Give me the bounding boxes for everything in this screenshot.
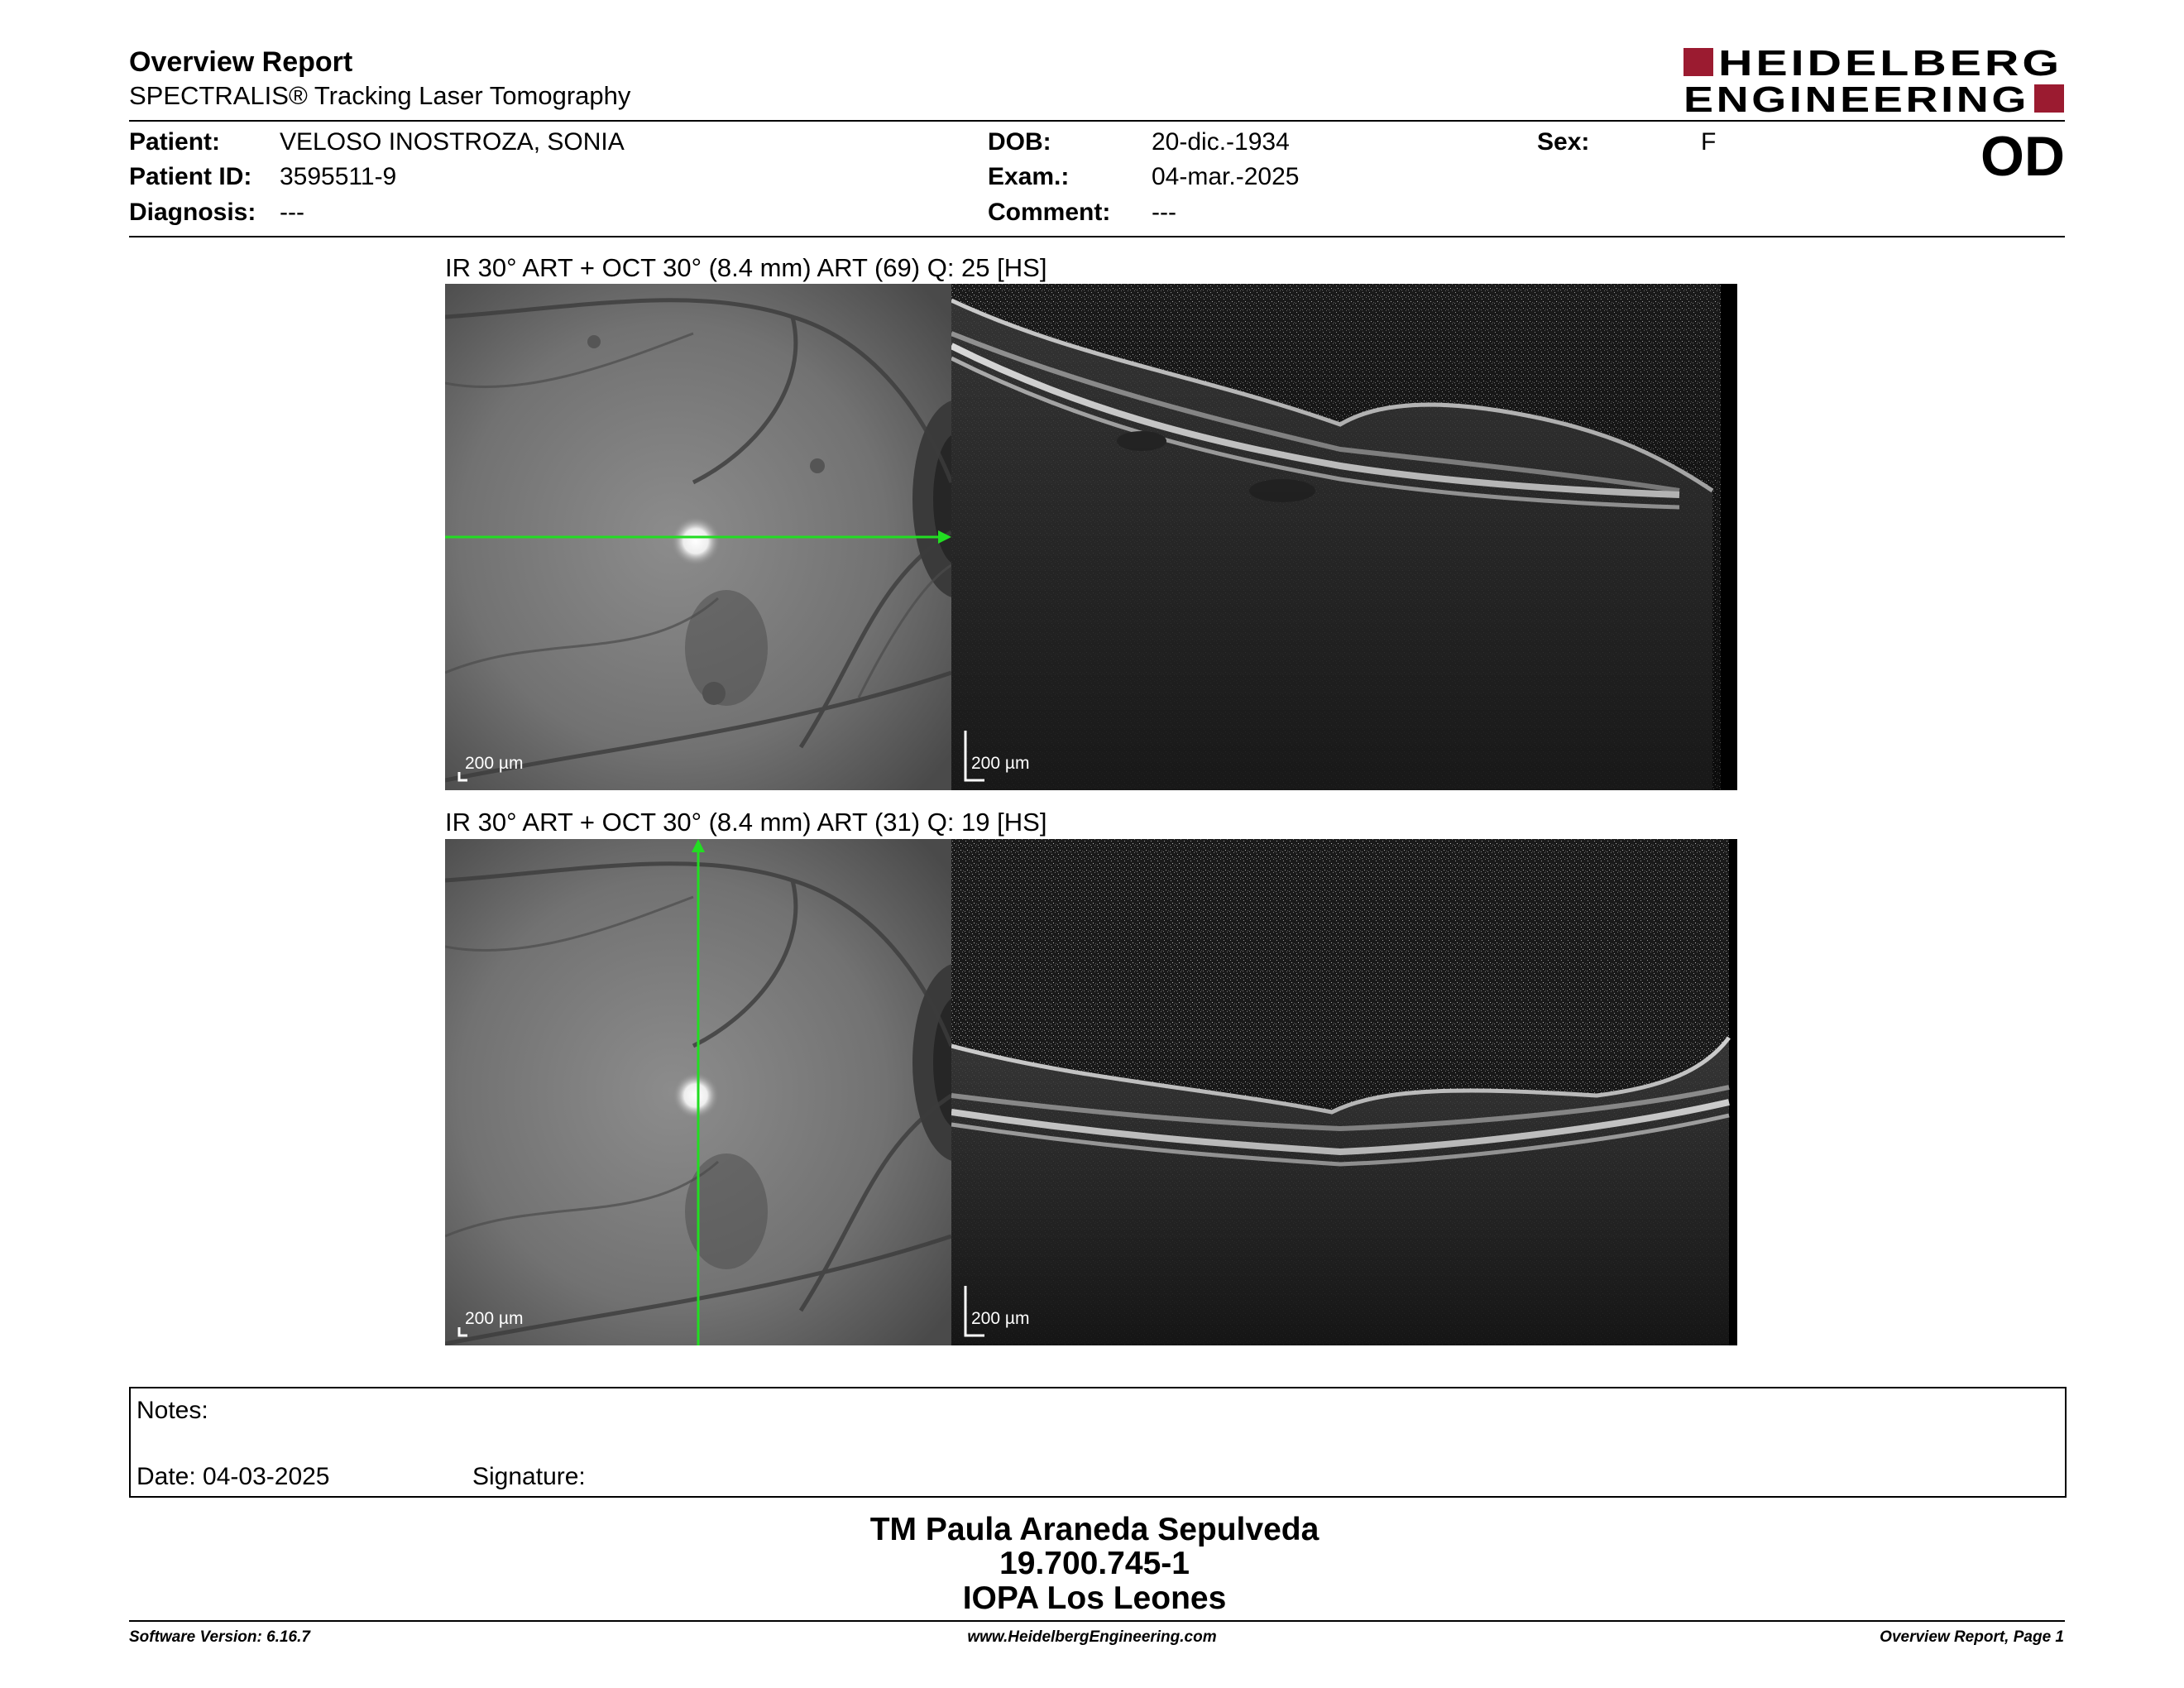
scan-1-oct-bscan-image <box>951 284 1737 790</box>
svg-text:ENGINEERING: ENGINEERING <box>1684 79 2029 117</box>
exam-label: Exam.: <box>988 163 1070 190</box>
heidelberg-logo <box>1684 43 2064 117</box>
patient-id: 3595511-9 <box>280 163 397 190</box>
patient-id-label: Patient ID: <box>129 163 252 190</box>
scan-2-oct-bscan-image <box>951 839 1737 1345</box>
website-link[interactable]: www.HeidelbergEngineering.com <box>967 1628 1217 1646</box>
technician-name: TM Paula Araneda Sepulveda <box>869 1512 1320 1547</box>
eye-indicator: OD <box>1980 125 2065 188</box>
exam-value: 04-mar.-2025 <box>1152 163 1300 190</box>
scan-1-oct-scale-bar: 200 µm <box>971 754 1030 773</box>
patient-label: Patient: <box>129 128 221 156</box>
comment-label: Comment: <box>988 199 1111 226</box>
scan-2-ir-scale-bar: 200 µm <box>465 1309 524 1328</box>
scan-2-ir-fundus-image <box>445 839 951 1345</box>
scan-1-ir-scale-bar: 200 µm <box>465 754 524 773</box>
scan-1-caption: IR 30° ART + OCT 30° (8.4 mm) ART (69) Q: 25 [HS] <box>445 253 1047 282</box>
dob-value: 20-dic.-1934 <box>1152 128 1290 156</box>
patient-name: VELOSO INOSTROZA, SONIA <box>280 128 625 156</box>
sex-value: F <box>1701 128 1717 156</box>
patient-divider <box>129 236 2065 237</box>
notes-box <box>129 1387 2067 1498</box>
signature-label: Signature: <box>472 1463 586 1490</box>
scan-1-ir-fundus-image <box>445 284 951 790</box>
technician-id: 19.700.745-1 <box>999 1546 1190 1581</box>
header-divider <box>129 120 2065 122</box>
clinic-name: IOPA Los Leones <box>962 1580 1227 1616</box>
comment-value: --- <box>1152 199 1176 226</box>
report-subtitle: SPECTRALIS® Tracking Laser Tomography <box>129 81 631 110</box>
software-version: Software Version: 6.16.7 <box>129 1628 310 1646</box>
report-title: Overview Report <box>129 46 353 78</box>
page-number: Overview Report, Page 1 <box>1880 1628 2064 1646</box>
sex-label: Sex: <box>1537 128 1590 156</box>
scan-2-caption: IR 30° ART + OCT 30° (8.4 mm) ART (31) Q: 19 [HS] <box>445 808 1047 837</box>
notes-label: Notes: <box>136 1397 208 1424</box>
notes-date: Date: 04-03-2025 <box>136 1463 330 1490</box>
scan-2-oct-scale-bar: 200 µm <box>971 1309 1030 1328</box>
diagnosis-label: Diagnosis: <box>129 199 256 226</box>
svg-text:HEIDELBERG: HEIDELBERG <box>1718 43 2062 84</box>
dob-label: DOB: <box>988 128 1051 156</box>
diagnosis-value: --- <box>280 199 304 226</box>
footer-divider <box>129 1620 2065 1622</box>
